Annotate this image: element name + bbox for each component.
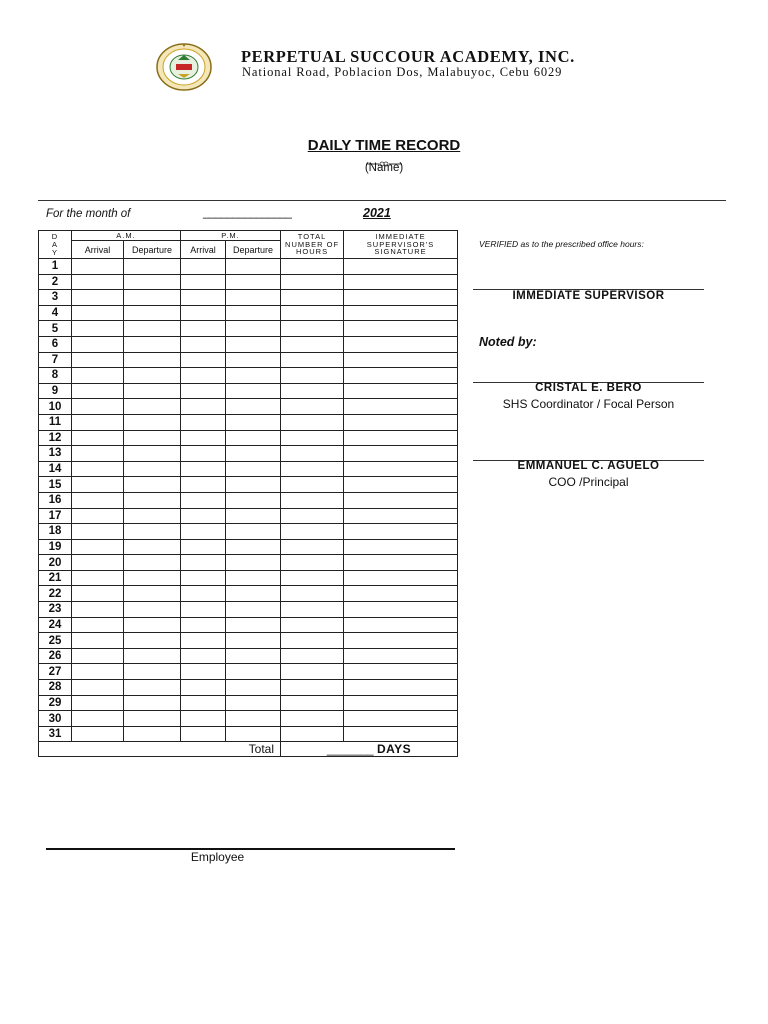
pm-arrival-cell: [181, 617, 226, 633]
am-arrival-cell: [72, 305, 124, 321]
signature-cell: [344, 274, 458, 290]
day-number: 28: [39, 680, 72, 696]
coordinator-name: CRISTAL E. BERO: [535, 382, 642, 394]
am-departure-cell: [124, 524, 181, 540]
total-hours-cell: [281, 555, 344, 571]
table-row: [39, 633, 458, 649]
am-departure-cell: [124, 633, 181, 649]
signature-cell: [344, 461, 458, 477]
pm-arrival-cell: [181, 414, 226, 430]
table-row: [39, 695, 458, 711]
day-number: 29: [39, 695, 72, 711]
signature-cell: [344, 399, 458, 415]
signature-cell: [344, 617, 458, 633]
am-departure-cell: [124, 305, 181, 321]
am-departure-cell: [124, 648, 181, 664]
am-departure-cell: [124, 321, 181, 337]
total-hours-cell: [281, 352, 344, 368]
pm-arrival-cell: [181, 321, 226, 337]
table-row: [39, 414, 458, 430]
total-hours-cell: [281, 602, 344, 618]
day-number: 5: [39, 321, 72, 337]
day-number: 21: [39, 570, 72, 586]
verified-text: VERIFIED as to the prescribed office hours:: [479, 239, 644, 249]
signature-cell: [344, 430, 458, 446]
total-hours-cell: [281, 336, 344, 352]
pm-departure-cell: [226, 648, 281, 664]
table-row: [39, 680, 458, 696]
pm-arrival-cell: [181, 290, 226, 306]
total-hours-cell: [281, 680, 344, 696]
pm-departure-cell: [226, 305, 281, 321]
signature-cell: [344, 477, 458, 493]
pm-header: P.M.: [181, 231, 281, 241]
day-number: 1: [39, 259, 72, 275]
total-hours-cell: [281, 430, 344, 446]
table-row: [39, 305, 458, 321]
table-row: [39, 430, 458, 446]
am-departure-cell: [124, 508, 181, 524]
total-hours-cell: [281, 695, 344, 711]
signature-cell: [344, 695, 458, 711]
signature-cell: [344, 259, 458, 275]
pm-arrival-cell: [181, 524, 226, 540]
am-departure-cell: [124, 430, 181, 446]
am-departure-cell: [124, 477, 181, 493]
am-arrival-cell: [72, 680, 124, 696]
signature-cell: [344, 555, 458, 571]
principal-role: COO /Principal: [548, 475, 629, 489]
pm-arrival-cell: [181, 633, 226, 649]
am-departure-cell: [124, 414, 181, 430]
am-arrival-cell: [72, 430, 124, 446]
day-number: 7: [39, 352, 72, 368]
pm-departure-cell: [226, 726, 281, 742]
table-row: [39, 602, 458, 618]
day-number: 15: [39, 477, 72, 493]
signature-cell: [344, 602, 458, 618]
pm-arrival-cell: [181, 508, 226, 524]
pm-departure-cell: [226, 368, 281, 384]
am-departure-cell: [124, 259, 181, 275]
table-row: [39, 555, 458, 571]
signature-cell: [344, 726, 458, 742]
day-number: 13: [39, 446, 72, 462]
am-arrival-cell: [72, 524, 124, 540]
document-title: DAILY TIME RECORD: [307, 137, 461, 154]
signature-cell: [344, 414, 458, 430]
day-number: 26: [39, 648, 72, 664]
pm-departure-cell: [226, 711, 281, 727]
pm-arrival-cell: [181, 648, 226, 664]
table-row: [39, 352, 458, 368]
total-hours-cell: [281, 305, 344, 321]
pm-departure-cell: [226, 290, 281, 306]
am-arrival-cell: [72, 508, 124, 524]
day-number: 12: [39, 430, 72, 446]
day-number: 23: [39, 602, 72, 618]
signature-cell: [344, 680, 458, 696]
pm-departure-header: Departure: [226, 241, 281, 259]
pm-departure-cell: [226, 695, 281, 711]
total-hours-cell: [281, 477, 344, 493]
table-row: [39, 274, 458, 290]
signature-cell: [344, 508, 458, 524]
signature-cell: [344, 570, 458, 586]
total-hours-cell: [281, 321, 344, 337]
pm-arrival-cell: [181, 477, 226, 493]
pm-departure-cell: [226, 352, 281, 368]
am-arrival-cell: [72, 352, 124, 368]
table-row: [39, 617, 458, 633]
am-departure-cell: [124, 352, 181, 368]
total-hours-cell: [281, 368, 344, 384]
total-days-cell: [281, 742, 458, 757]
day-number: 22: [39, 586, 72, 602]
pm-departure-cell: [226, 492, 281, 508]
am-departure-cell: [124, 555, 181, 571]
name-caption: (Name): [364, 162, 404, 174]
day-number: 18: [39, 524, 72, 540]
total-hours-cell: [281, 539, 344, 555]
am-arrival-cell: [72, 477, 124, 493]
day-number: 11: [39, 414, 72, 430]
pm-arrival-cell: [181, 399, 226, 415]
signature-cell: [344, 586, 458, 602]
day-number: 16: [39, 492, 72, 508]
day-number: 25: [39, 633, 72, 649]
signature-cell: [344, 383, 458, 399]
total-hours-cell: [281, 414, 344, 430]
pm-arrival-cell: [181, 352, 226, 368]
immediate-supervisor-label: IMMEDIATE SUPERVISOR: [512, 290, 665, 302]
am-header: A.M.: [72, 231, 181, 241]
table-row: [39, 461, 458, 477]
am-arrival-cell: [72, 368, 124, 384]
pm-arrival-cell: [181, 711, 226, 727]
total-label: Total: [39, 742, 281, 757]
table-row: [39, 477, 458, 493]
pm-arrival-cell: [181, 461, 226, 477]
pm-departure-cell: [226, 477, 281, 493]
am-arrival-cell: [72, 492, 124, 508]
table-row: [39, 399, 458, 415]
am-departure-cell: [124, 399, 181, 415]
day-number: 19: [39, 539, 72, 555]
pm-departure-cell: [226, 602, 281, 618]
am-departure-cell: [124, 383, 181, 399]
am-arrival-cell: [72, 726, 124, 742]
am-arrival-cell: [72, 555, 124, 571]
signature-cell: [344, 446, 458, 462]
pm-arrival-cell: [181, 602, 226, 618]
school-seal-icon: [156, 43, 212, 91]
table-row: [39, 383, 458, 399]
pm-arrival-cell: [181, 680, 226, 696]
pm-departure-cell: [226, 383, 281, 399]
signature-cell: [344, 352, 458, 368]
time-record-table: [38, 230, 458, 757]
pm-arrival-cell: [181, 274, 226, 290]
table-row: [39, 711, 458, 727]
total-hours-cell: [281, 461, 344, 477]
total-hours-cell: [281, 711, 344, 727]
total-hours-cell: [281, 586, 344, 602]
total-hours-cell: [281, 726, 344, 742]
table-row: [39, 290, 458, 306]
signature-cell: [344, 539, 458, 555]
am-departure-cell: [124, 492, 181, 508]
am-arrival-cell: [72, 539, 124, 555]
am-arrival-cell: [72, 461, 124, 477]
day-number: 3: [39, 290, 72, 306]
total-hours-cell: [281, 399, 344, 415]
pm-departure-cell: [226, 336, 281, 352]
am-arrival-cell: [72, 399, 124, 415]
day-number: 4: [39, 305, 72, 321]
am-departure-cell: [124, 274, 181, 290]
signature-cell: [344, 524, 458, 540]
am-departure-cell: [124, 726, 181, 742]
am-departure-cell: [124, 368, 181, 384]
total-hours-cell: [281, 290, 344, 306]
total-hours-header: TOTAL NUMBER OF HOURS: [281, 231, 344, 259]
table-row: [39, 570, 458, 586]
am-departure-header: Departure: [124, 241, 181, 259]
pm-departure-cell: [226, 414, 281, 430]
day-number: 10: [39, 399, 72, 415]
am-departure-cell: [124, 664, 181, 680]
month-blank: _______________: [203, 207, 292, 219]
pm-departure-cell: [226, 633, 281, 649]
pm-departure-cell: [226, 586, 281, 602]
school-address: National Road, Poblacion Dos, Malabuyoc, Cebu 6029: [242, 65, 563, 79]
am-departure-cell: [124, 290, 181, 306]
pm-arrival-cell: [181, 430, 226, 446]
table-row: [39, 446, 458, 462]
table-row: [39, 524, 458, 540]
day-number: 24: [39, 617, 72, 633]
signature-cell: [344, 368, 458, 384]
total-hours-cell: [281, 508, 344, 524]
table-row: [39, 321, 458, 337]
am-departure-cell: [124, 446, 181, 462]
supervisor-signature-header: IMMEDIATE SUPERVISOR'S SIGNATURE: [344, 231, 458, 259]
pm-departure-cell: [226, 259, 281, 275]
day-number: 9: [39, 383, 72, 399]
pm-arrival-cell: [181, 586, 226, 602]
am-arrival-cell: [72, 290, 124, 306]
pm-arrival-cell: [181, 336, 226, 352]
pm-departure-cell: [226, 680, 281, 696]
am-arrival-cell: [72, 321, 124, 337]
pm-arrival-cell: [181, 726, 226, 742]
am-arrival-cell: [72, 586, 124, 602]
pm-arrival-cell: [181, 570, 226, 586]
am-arrival-cell: [72, 336, 124, 352]
am-departure-cell: [124, 695, 181, 711]
table-row: [39, 539, 458, 555]
pm-departure-cell: [226, 617, 281, 633]
day-number: 30: [39, 711, 72, 727]
pm-departure-cell: [226, 555, 281, 571]
day-number: 27: [39, 664, 72, 680]
pm-arrival-cell: [181, 695, 226, 711]
pm-departure-cell: [226, 399, 281, 415]
table-row: [39, 648, 458, 664]
pm-arrival-cell: [181, 539, 226, 555]
pm-arrival-cell: [181, 555, 226, 571]
signature-cell: [344, 648, 458, 664]
pm-departure-cell: [226, 430, 281, 446]
am-departure-cell: [124, 461, 181, 477]
pm-arrival-cell: [181, 664, 226, 680]
pm-arrival-cell: [181, 259, 226, 275]
pm-departure-cell: [226, 524, 281, 540]
signature-cell: [344, 492, 458, 508]
total-hours-cell: [281, 570, 344, 586]
am-arrival-cell: [72, 602, 124, 618]
signature-cell: [344, 633, 458, 649]
pm-arrival-cell: [181, 492, 226, 508]
am-departure-cell: [124, 711, 181, 727]
coordinator-role: SHS Coordinator / Focal Person: [502, 397, 675, 411]
am-arrival-cell: [72, 259, 124, 275]
am-arrival-cell: [72, 383, 124, 399]
am-arrival-cell: [72, 570, 124, 586]
table-row: [39, 508, 458, 524]
pm-departure-cell: [226, 570, 281, 586]
table-row: [39, 586, 458, 602]
pm-departure-cell: [226, 508, 281, 524]
total-hours-cell: [281, 259, 344, 275]
day-number: 14: [39, 461, 72, 477]
pm-departure-cell: [226, 539, 281, 555]
day-number: 31: [39, 726, 72, 742]
total-hours-cell: [281, 524, 344, 540]
total-hours-cell: [281, 383, 344, 399]
days-blank: _______: [326, 742, 374, 757]
pm-departure-cell: [226, 321, 281, 337]
principal-name: EMMANUEL C. AGUELO: [517, 460, 660, 472]
am-arrival-cell: [72, 711, 124, 727]
signature-cell: [344, 321, 458, 337]
pm-arrival-cell: [181, 305, 226, 321]
total-hours-cell: [281, 274, 344, 290]
pm-departure-cell: [226, 664, 281, 680]
employee-label: Employee: [190, 850, 245, 864]
total-hours-cell: [281, 664, 344, 680]
signature-cell: [344, 336, 458, 352]
days-label: DAYS: [376, 742, 412, 757]
am-arrival-cell: [72, 274, 124, 290]
year-label: 2021: [363, 206, 391, 220]
am-departure-cell: [124, 586, 181, 602]
pm-arrival-cell: [181, 383, 226, 399]
day-column-header: D A Y: [39, 231, 72, 259]
am-arrival-cell: [72, 446, 124, 462]
signature-cell: [344, 711, 458, 727]
day-number: 8: [39, 368, 72, 384]
am-arrival-cell: [72, 695, 124, 711]
pm-arrival-cell: [181, 368, 226, 384]
pm-arrival-header: Arrival: [181, 241, 226, 259]
am-arrival-cell: [72, 664, 124, 680]
pm-departure-cell: [226, 446, 281, 462]
am-departure-cell: [124, 539, 181, 555]
name-signature-line: [38, 200, 726, 201]
am-departure-cell: [124, 617, 181, 633]
noted-by-label: Noted by:: [479, 335, 537, 349]
pm-departure-cell: [226, 461, 281, 477]
am-arrival-cell: [72, 414, 124, 430]
pm-arrival-cell: [181, 446, 226, 462]
day-number: 2: [39, 274, 72, 290]
signature-cell: [344, 305, 458, 321]
signature-cell: [344, 290, 458, 306]
am-departure-cell: [124, 570, 181, 586]
total-hours-cell: [281, 492, 344, 508]
school-name: PERPETUAL SUCCOUR ACADEMY, INC.: [241, 47, 575, 66]
table-row: [39, 368, 458, 384]
am-departure-cell: [124, 336, 181, 352]
total-hours-cell: [281, 633, 344, 649]
day-number: 17: [39, 508, 72, 524]
am-arrival-header: Arrival: [72, 241, 124, 259]
month-label: For the month of: [46, 208, 131, 220]
total-row: [39, 742, 458, 757]
total-hours-cell: [281, 446, 344, 462]
signature-cell: [344, 664, 458, 680]
am-arrival-cell: [72, 648, 124, 664]
table-row: [39, 664, 458, 680]
total-hours-cell: [281, 648, 344, 664]
total-hours-cell: [281, 617, 344, 633]
am-departure-cell: [124, 602, 181, 618]
pm-departure-cell: [226, 274, 281, 290]
am-departure-cell: [124, 680, 181, 696]
table-row: [39, 259, 458, 275]
am-arrival-cell: [72, 633, 124, 649]
table-row: [39, 492, 458, 508]
day-number: 6: [39, 336, 72, 352]
day-number: 20: [39, 555, 72, 571]
table-row: [39, 336, 458, 352]
am-arrival-cell: [72, 617, 124, 633]
table-row: [39, 726, 458, 742]
